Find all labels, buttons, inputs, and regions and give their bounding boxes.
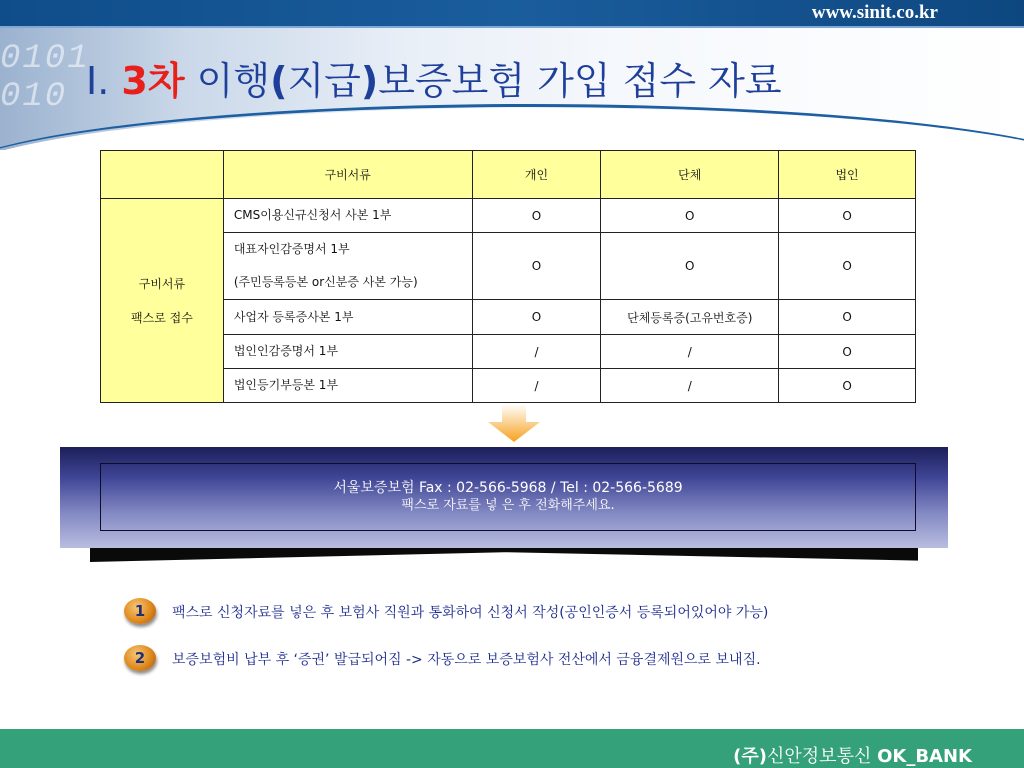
step-2-badge-icon: 2 [124,645,156,671]
documents-table [100,150,916,403]
individual-cell: O [472,233,601,300]
individual-cell: / [472,335,601,369]
corporate-cell: O [779,233,916,300]
item-cell [223,369,472,403]
group-cell: O [601,199,779,233]
title-seq: 차 [147,59,185,103]
step-2-text: 보증보험비 납부 후 ‘증권’ 발급되어짐 -> 자동으로 보증보험사 전산에서 금융결제원으로 보내짐. [172,652,761,668]
table-row [101,300,916,335]
individual-cell: O [472,199,601,233]
item-cell [223,300,472,335]
header-cell-group: 단체 [601,151,779,199]
item-cell [223,199,472,233]
title-number: 3 [121,59,148,103]
group-cell: O [601,233,779,300]
page-title [86,50,782,105]
company-korean-name: 신안정보통신 [767,746,872,767]
binary-decoration [0,40,90,116]
item-cell [223,335,472,369]
title-text-a: 이행 [184,59,271,103]
item-cell [223,233,472,300]
header-cell-corporate: 법인 [779,151,916,199]
step-1-badge-icon: 1 [124,598,156,624]
table-row [101,233,916,300]
company-prefix: (주) [733,746,768,767]
table-header-row [101,151,916,199]
corporate-cell: O [779,199,916,233]
group-cell: / [601,335,779,369]
table-row [101,199,916,233]
title-paren-open: ( [270,59,288,103]
header-cell-documents: 구비서류 [223,151,472,199]
group-cell: / [601,369,779,403]
individual-cell: O [472,300,601,335]
item-text-note: (주민등록등본 or신분증 사본 가능) [233,275,418,289]
step-1-text: 팩스로 신청자료를 넣은 후 보험사 직원과 통화하여 신청서 작성(공인인증서 등록되어있어야 가능) [172,605,769,621]
contact-instruction: 팩스로 자료를 넣 은 후 전화해주세요. [401,498,615,513]
title-text-b: 보증보험 가입 접수 자료 [378,59,782,103]
title-paren-close: ) [360,59,379,103]
info-box-shadow [90,548,918,562]
corporate-cell: O [779,335,916,369]
header-cell-individual: 개인 [472,151,601,199]
top-bar-line [0,26,1024,28]
binary-line-2: 010 [0,78,68,116]
contact-info-box [100,463,916,531]
corporate-cell: O [779,300,916,335]
individual-cell: / [472,369,601,403]
item-text: 법인인감증명서 1부 [233,344,339,358]
group-cell: 단체등록증(고유번호증) [601,300,779,335]
side-label-documents: 구비서류 [138,276,186,291]
header-swoosh [0,108,1024,150]
contact-line: 서울보증보험 Fax : 02-566-5968 / Tel : 02-566-5689 [333,480,683,496]
item-text: 사업자 등록증사본 1부 [233,309,354,324]
site-url[interactable]: www.sinit.co.kr [811,2,938,23]
table-row [101,369,916,403]
title-roman: Ⅰ. [86,59,110,103]
item-text: 대표자인감증명서 1부 [233,242,350,256]
header-cell-blank [101,151,224,199]
company-brand: OK_BANK [877,746,972,767]
side-label-cell [101,199,224,403]
side-label-fax: 팩스로 접수 [131,310,193,325]
title-paren-word: 지급 [287,59,361,103]
company-name [733,742,972,768]
item-text: 법인등기부등본 1부 [233,378,339,392]
header-banner [0,0,1024,150]
down-arrow-icon [488,404,540,442]
corporate-cell: O [779,369,916,403]
table-row [101,335,916,369]
item-text: CMS이용신규신청서 사본 1부 [233,208,392,222]
binary-line-1: 0101 [0,40,90,78]
